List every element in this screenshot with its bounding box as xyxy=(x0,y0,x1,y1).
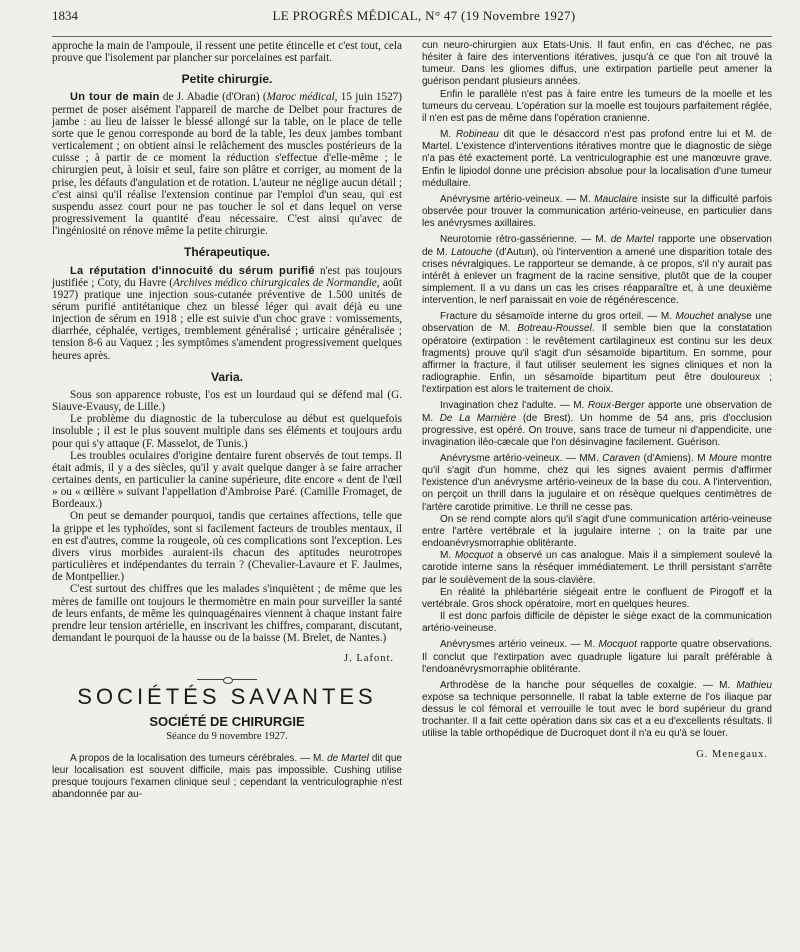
source-maroc-medical: Maroc médical, xyxy=(266,91,338,104)
varia-item: Le problème du diagnostic de la tuberculose au début est quelquefois insoluble ; il est le plus souvent multiple dans ses éléments et toujours ardu pour qui s'y attaque (F. Masselot, de Tunis.) xyxy=(52,413,402,450)
paragraph-robineau: M. Robineau dit que le désaccord n'est pas profond entre lui et M. de Martel. L'existence d'interventions itératives montre que le diagnostic de siège n'a pas été exactement porté. La ventriculographie est une manœuvre grave. Enfin le lipiodol donne une précision absolue pour la localisation d'une tumeur médullaire. xyxy=(422,129,772,189)
paragraph-moelle: Enfin le parallèle n'est pas à faire entre les tumeurs de la moelle et les tumeurs du cerveau. L'opération sur la moelle est toujours parfaitement réglée, il n'en est pas de même dans l'opération cranienne. xyxy=(422,88,772,124)
varia-item: C'est surtout des chiffres que les malades s'inquiètent ; de même que les mères de famille ont toujours le thermomètre en main pour surveiller la santé de leurs enfants, de même les quinquagénaires viennent à chaque instant faire prendre leur tension artérielle, en inscrivant les chiffres, comparant, discutant, demandant le pourquoi de la hausse ou de la baisse (M. Brelet, de Nantes.) xyxy=(52,583,402,645)
left-column xyxy=(52,40,402,801)
paragraph-mauclaire: Anévrysme artério-veineux. — M. Mauclaire insiste sur la difficulté parfois observée pour trouver la communication artério-veineuse, en particulier dans les anévrysmes axillaires. xyxy=(422,193,772,230)
paragraph-communication: On se rend compte alors qu'il s'agit d'une communication artério-veineuse entre l'artère vertébrale et la jugulaire interne ; on la traite par une endoanévrysmorraphie oblitérante. xyxy=(422,513,772,550)
signature-lafont: J. Lafont. xyxy=(344,653,394,665)
heading-petite-chirurgie: Petite chirurgie. xyxy=(181,72,273,87)
lead-tour-de-main: Un tour de main xyxy=(70,91,160,104)
paragraph-tour-de-main: Un tour de main de J. Abadie (d'Oran) (Maroc médical, 15 juin 1527) permet de poser aisément l'appareil de marche de Delbet pour fractures de jambe : au lieu de laisser le blessé allongé sur la table, on le place de telle sorte que le genou corresponde au bord de la table, les deux jambes tombant verticalement ; on obtient ainsi le relâchement des muscles postérieurs de la cuisse ; à partir de ce moment la réduction s'effectue d'elle-même ; le chirurgien peut, à loisir et seul, faire son plâtre et corriger, au moment de la prise, les défauts d'angulation et de rotation. L'auteur ne néglige aucun détail ; c'est ainsi qu'il réalise l'extension continue par l'emploi d'un seau, qui est suspendu assez court pour ne pas toucher le sol et dans lequel on verse progressivement la quantité d'eau nécessaire. C'est ainsi qu'avec de l'ingéniosité on rénove même la petite chirurgie. xyxy=(52,91,402,238)
ornament-divider xyxy=(197,677,257,683)
signature-menegaux: G. Menegaux. xyxy=(696,748,768,760)
paragraph-phlebarterie: En réalité la phlébartérie siégeait entre le confluent de Pirogoff et la vertébrale. Gros shock opératoire, mort en quelques heures. xyxy=(422,586,772,610)
paragraph-continued: cun neuro-chirurgien aux Etats-Unis. Il faut enfin, en cas d'échec, ne pas hésiter à faire des interventions itératives, jusqu'à ce que l'on ait trouvé la tumeur. Dans les gliomes diffus, une extirpation partielle peut amener la guérison pendant plusieurs années. xyxy=(422,40,772,88)
right-column xyxy=(422,40,772,801)
paragraph-invagination: Invagination chez l'adulte. — M. Roux-Berger apporte une observation de M. De La Marnière (de Brest). Un homme de 54 ans, pris d'occlusion progressive, est opéré. On trouve, sans trace de tumeur ni d'appendicite, une invagination iléo-cæcale que l'on désinvagine facilement. Guérison. xyxy=(422,400,772,448)
header-rule xyxy=(52,36,772,37)
session-date: Séance du 9 novembre 1927. xyxy=(166,730,288,742)
varia-item: Les troubles oculaires d'origine dentaire furent observés de tout temps. Il était admis, il y a des siècles, qu'il y avait quelque danger à se faire arracher certaines dents, en particulier la canine supérieure, dite encore « dent de l'œil » ou « œillère » suivant l'appellation d'Ambroise Paré. (Camille Fromaget, de Bordeaux.) xyxy=(52,449,402,511)
two-column-body xyxy=(52,40,772,801)
page-number: 1834 xyxy=(52,7,78,23)
heading-varia: Varia. xyxy=(210,369,244,384)
running-header xyxy=(52,4,772,28)
journal-title: LE PROGRÈS MÉDICAL, N° 47 (19 Novembre 1927) xyxy=(272,7,576,23)
varia-item: Sous son apparence robuste, l'os est un lourdaud qui se défend mal (G. Siauve-Evausy, de Lille.) xyxy=(52,388,402,414)
source-archives: Archives médico chirurgicales de Normandie, xyxy=(172,276,380,289)
paragraph-arthrodese: Arthrodèse de la hanche pour séquelles de coxalgie. — M. Mathieu expose sa technique personnelle. Il rabat la table externe de l'os iliaque par dessus le col fémoral et verrouille le tout avec le bord supérieur du grand trochanter. Il a fait cette opération dans six cas et a eu d'excellents résultats. Il utilise la table orthopédique de Ducroquet dont il n'a eu qu'à se louer. xyxy=(422,679,772,740)
paragraph-depister: Il est donc parfois difficile de dépister le siège exact de la communication artério-veineuse. xyxy=(422,611,772,635)
varia-item: On peut se demander pourquoi, tandis que certaines affections, telle que la grippe et les typhoïdes, sont si facilement facteurs de troubles mentaux, il en est d'autres, comme la rougeole, où ces complications sont l'exception. Les divers virus morbides auraient-ils chacun des aptitudes neurotropes particulières et indépendantes du terrain ? (Chevalier-Lavaure et F. Jaulmes, de Montpellier.) xyxy=(52,510,402,584)
paragraph-sesamoide: Fracture du sésamoïde interne du gros orteil. — M. Mouchet analyse une observation de M. Botreau-Roussel. Il semble bien que la constatation opératoire (extirpation : le revêtement cartilagineux est continu sur les deux fragments) prouve qu'il s'agit d'un sésamoïde bipartitum. En somme, pour affirmer la fracture, il faut utiliser seulement les signes cliniques et non la radiographie. Enfin, un sésamoïde bipartitum peut être douloureux ; l'extirpation est alors le traitement de choix. xyxy=(422,311,773,396)
paragraph-mocquot-quatre: Anévrysmes artério veineux. — M. Mocquot rapporte quatre observations. Il conclut que l'extirpation avec quadruple ligature lui paraît préférable à l'endoanévrysmorraphie oblitérante. xyxy=(422,639,773,675)
section-title-societes: SOCIÉTÉS SAVANTES xyxy=(77,684,377,710)
paragraph-localisation: A propos de la localisation des tumeurs cérébrales. — M. de Martel dit que leur localisation est souvent difficile, mais pas impossible. Cushing utilise presque toujours l'examen clinique seul ; cependant la ventriculographie n'est abandonnée par au- xyxy=(52,752,402,801)
paragraph-ampoule: approche la main de l'ampoule, il ressent une petite étincelle et c'est tout, cela prouve que l'isolement par plancher sur porcelaines est parfait. xyxy=(52,40,402,65)
heading-therapeutique: Thérapeutique. xyxy=(183,245,270,260)
lead-reputation: La réputation d'innocuité du sérum purifié xyxy=(70,264,315,277)
society-title: SOCIÉTÉ DE CHIRURGIE xyxy=(149,713,305,729)
paragraph-serum: La réputation d'innocuité du sérum purifié n'est pas toujours justifiée ; Coty, du Havre (Archives médico chirurgicales de Normandie, août 1927) pratique une injection sous-cutanée préventive de 1.500 unités de sérum purifié antitétanique chez un blessé léger qui avait déjà eu une injection de sérum en 1918 ; elle est suivie d'un choc grave : vomissements, diarrhée, céphalée, vertiges, tremblement généralisé ; urticaire généralisée ; tension 8-6 au Vaquez ; les symptômes s'amendent progressivement quelques heures après. xyxy=(52,264,402,362)
paragraph-neurotomie: Neurotomie rétro-gassérienne. — M. de Martel rapporte une observation de M. Latouche (d'Autun), où l'intervention a amené une disparition totale des crises névralgiques. Le rapporteur se demande, à ce propos, s'il n'y aurait pas intérêt à enlever un fragment de la racine sensitive, plutôt que de la couper simplement. Il a vu dans un cas les crises réapparaître et, à une deuxième intervention, le nerf paraissait en voie de régénérescence. xyxy=(422,234,772,307)
paragraph-caraven: Anévrysme artério-veineux. — MM. Caraven (d'Amiens). M Moure montre qu'il s'agit d'un homme, chez qui les signes avaient permis d'affirmer l'existence d'un anévrysme artério-veineux de la base du cou. A l'intervention, on perçoit un thrill dans la jugulaire et on résèque quelques centimètres de l'artère carotide primitive. Le thrill ne cesse pas. xyxy=(422,453,772,513)
paragraph-mocquot-analogue: M. Mocquot a observé un cas analogue. Mais il a simplement soulevé la carotide interne sans la réséquer immédiatement. Le thrill persistant s'arrête par le soulèvement de la sous-clavière. xyxy=(422,550,772,586)
